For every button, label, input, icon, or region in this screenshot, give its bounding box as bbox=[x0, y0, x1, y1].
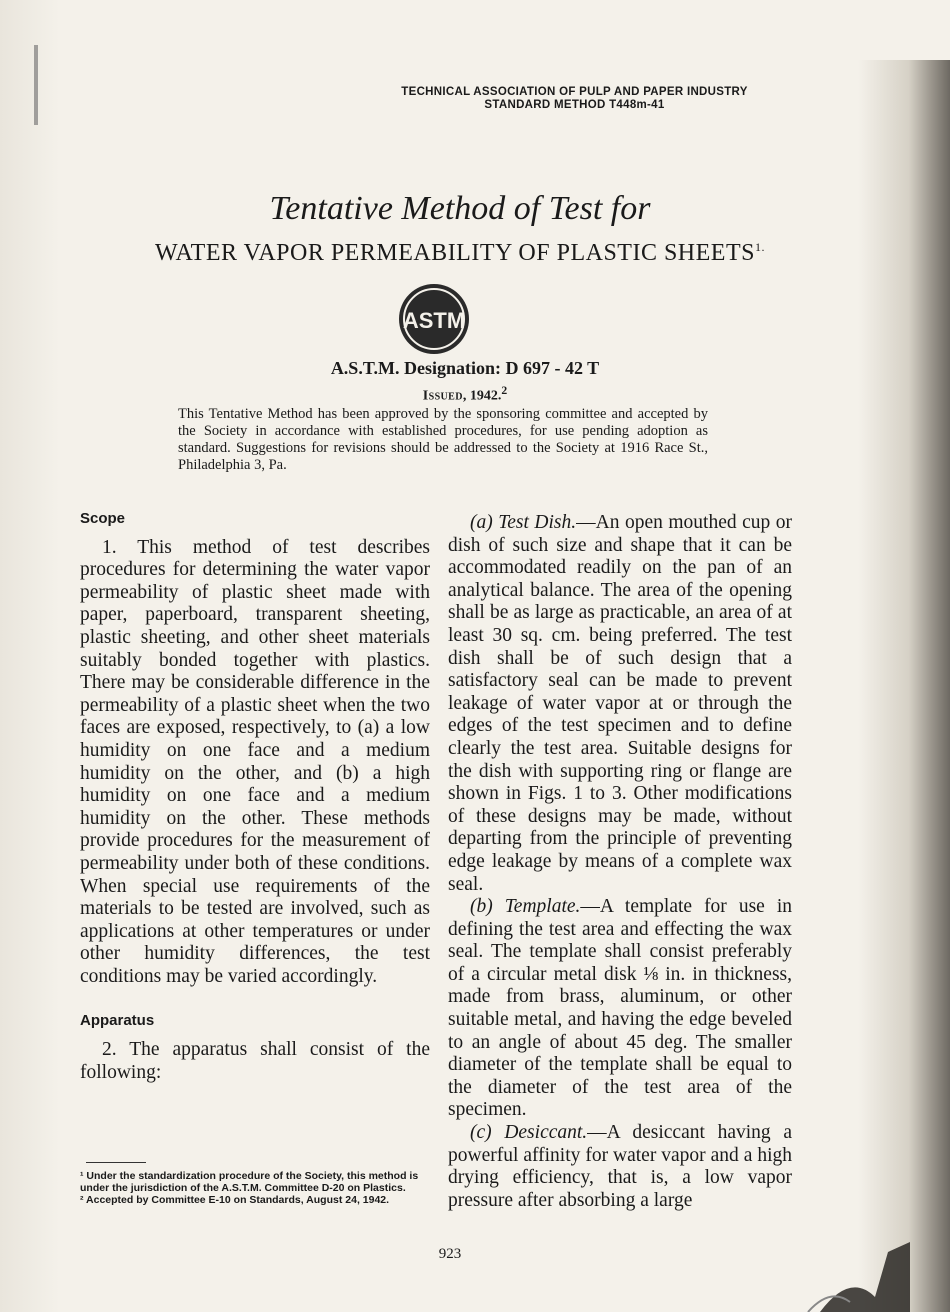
title-italic: Tentative Method of Test for bbox=[269, 190, 651, 227]
left-column bbox=[80, 508, 430, 1084]
scan-mark bbox=[34, 45, 38, 125]
item-label: (b) Template. bbox=[470, 896, 581, 918]
item-text: —An open mouthed cup or dish of such size and shape that it can be accommodated readily on the pan of an analytical balance. The area of the opening shall be as large as practicable, an area of at least 30 sq. cm. being preferred. The test dish shall be of such design that a satisfactory seal can be made to prevent leakage of water vapor at or through the edges of the test specimen and to define clearly the test area. Suitable designs for the dish with supporting ring or flange are shown in Figs. 1 to 3. Other modifications of these designs may be made, without departing from the principle of preventing edge leakage by means of a complete wax seal. bbox=[448, 512, 792, 895]
issued-year: , 1942. bbox=[462, 388, 502, 404]
apparatus-heading: Apparatus bbox=[80, 1012, 155, 1030]
header-line-2: STANDARD METHOD T448m-41 bbox=[484, 99, 665, 111]
astm-logo-icon bbox=[397, 282, 471, 356]
journal-header bbox=[352, 86, 797, 112]
page-title bbox=[80, 240, 840, 267]
logo-text: ASTM bbox=[402, 308, 466, 333]
footnote-2: ² Accepted by Committee E-10 on Standards, August 24, 1942. bbox=[80, 1194, 390, 1206]
title-main-text: WATER VAPOR PERMEABILITY OF PLASTIC SHEETS bbox=[155, 240, 755, 266]
issued-footnote-marker: 2 bbox=[501, 384, 508, 397]
item-label: (c) Desiccant. bbox=[470, 1122, 588, 1144]
approval-note: This Tentative Method has been approved by the sponsoring committee and accepted by the Society in accordance with established procedures, for use pending adoption as standard. Suggestions for revisions should be addressed to the Society at 1916 Race St., Philadelphia 3, Pa. bbox=[178, 406, 708, 473]
page-corner-shadow-icon bbox=[800, 1242, 910, 1312]
footnote-1: ¹ Under the standardization procedure of the Society, this method is under the jurisdiction of the A.S.T.M. Committee D-20 on Plastics. bbox=[80, 1170, 419, 1194]
scope-paragraph: 1. This method of test describes procedures for determining the water vapor permeability of plastic sheet made with paper, paperboard, transparent sheeting, plastic sheeting, and other sheet materials suitably bonded together with plastics. There may be considerable difference in the permeability of a plastic sheet when the two faces are exposed, respectively, to (a) a low humidity on one face and a medium humidity on the other, and (b) a high humidity on one face and a medium humidity on the other. These methods provide procedures for the measurement of permeability under both of these conditions. When special use requirements of the materials to be tested are involved, such as applications at other temperatures or under other humidity differences, the test conditions may be varied accordingly. bbox=[80, 536, 430, 987]
page-left-edge bbox=[0, 0, 60, 1312]
designation: A.S.T.M. Designation: D 697 - 42 T bbox=[330, 358, 600, 378]
apparatus-paragraph: 2. The apparatus shall consist of the following: bbox=[80, 1039, 430, 1083]
item-text: —A desiccant having a powerful affinity for water vapor and a high drying efficiency, that is, a low vapor pressure after absorbing a large bbox=[448, 1122, 792, 1211]
footnotes bbox=[80, 1170, 430, 1206]
item-text: —A template for use in defining the test area and effecting the wax seal. The template shall consist preferably of a circular metal disk ⅛ in. in thickness, made from brass, aluminum, or other suitable metal, and having the edge beveled to an angle of about 45 deg. The smaller diameter of the template shall be equal to the diameter of the test area of the specimen. bbox=[448, 896, 792, 1121]
page-number: 923 bbox=[438, 1246, 462, 1262]
issued-label: Issued bbox=[422, 388, 463, 404]
item-test-dish bbox=[448, 512, 792, 896]
issued-line bbox=[250, 384, 680, 405]
right-column bbox=[448, 512, 792, 1212]
footnote-rule bbox=[86, 1162, 146, 1163]
header-line-1: TECHNICAL ASSOCIATION OF PULP AND PAPER INDUSTRY bbox=[401, 86, 748, 98]
title-footnote-marker: 1. bbox=[754, 240, 765, 254]
scope-heading: Scope bbox=[80, 510, 126, 527]
item-desiccant bbox=[448, 1122, 792, 1212]
item-label: (a) Test Dish. bbox=[470, 512, 577, 533]
page-right-edge-shadow bbox=[858, 60, 950, 1312]
item-template bbox=[448, 896, 792, 1122]
